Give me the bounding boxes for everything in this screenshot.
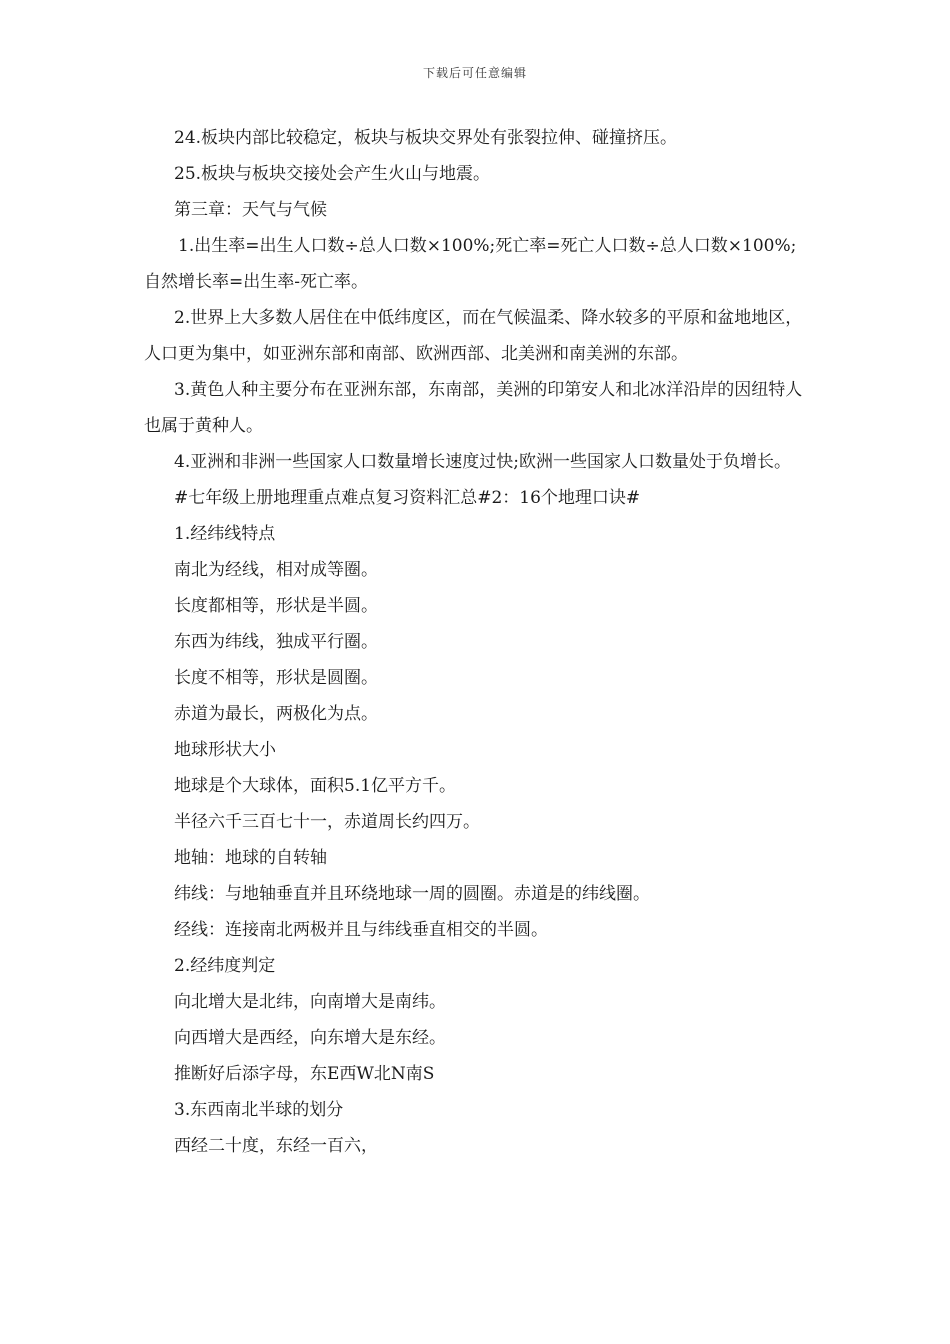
subsection-heading: 地球形状大小 xyxy=(174,740,276,760)
paragraph: 1.出生率=出生人口数÷总人口数×100%;死亡率=死亡人口数÷总人口数×100%;自然增长率=出生率-死亡率。 xyxy=(144,236,797,292)
section-heading: #七年级上册地理重点难点复习资料汇总#2：16个地理口诀# xyxy=(174,488,641,508)
mnemonic-line: 地球是个大球体，面积5.1亿平方千。 xyxy=(174,776,457,796)
definition-line: 经线：连接南北两极并且与纬线垂直相交的半圆。 xyxy=(174,920,548,940)
paragraph: 4.亚洲和非洲一些国家人口数量增长速度过快;欧洲一些国家人口数量处于负增长。 xyxy=(174,452,791,472)
mnemonic-line: 半径六千三百七十一，赤道周长约四万。 xyxy=(174,812,480,832)
mnemonic-line: 赤道为最长，两极化为点。 xyxy=(174,704,378,724)
paragraph: 25.板块与板块交接处会产生火山与地震。 xyxy=(174,164,491,184)
document-body xyxy=(144,120,812,1164)
mnemonic-line: 南北为经线，相对成等圈。 xyxy=(174,560,378,580)
definition-line: 地轴：地球的自转轴 xyxy=(174,848,327,868)
subsection-heading: 3.东西南北半球的划分 xyxy=(174,1100,344,1120)
subsection-heading: 2.经纬度判定 xyxy=(174,956,276,976)
mnemonic-line: 向北增大是北纬，向南增大是南纬。 xyxy=(174,992,446,1012)
mnemonic-line: 推断好后添字母，东E西W北N南S xyxy=(174,1064,435,1084)
chapter-heading: 第三章：天气与气候 xyxy=(174,200,327,220)
definition-line: 纬线：与地轴垂直并且环绕地球一周的圆圈。赤道是的纬线圈。 xyxy=(174,884,650,904)
mnemonic-line: 长度不相等，形状是圆圈。 xyxy=(174,668,378,688)
header-note: 下载后可任意编辑 xyxy=(422,66,527,80)
mnemonic-line: 西经二十度，东经一百六， xyxy=(174,1136,378,1156)
mnemonic-line: 长度都相等，形状是半圆。 xyxy=(174,596,378,616)
paragraph: 3.黄色人种主要分布在亚洲东部，东南部，美洲的印第安人和北冰洋沿岸的因纽特人也属于黄种人。 xyxy=(144,380,803,436)
mnemonic-line: 向西增大是西经，向东增大是东经。 xyxy=(174,1028,446,1048)
paragraph: 24.板块内部比较稳定，板块与板块交界处有张裂拉伸、碰撞挤压。 xyxy=(174,128,678,148)
mnemonic-line: 东西为纬线，独成平行圈。 xyxy=(174,632,378,652)
subsection-heading: 1.经纬线特点 xyxy=(174,524,276,544)
paragraph: 2.世界上大多数人居住在中低纬度区，而在气候温柔、降水较多的平原和盆地地区，人口更为集中，如亚洲东部和南部、欧洲西部、北美洲和南美洲的东部。 xyxy=(144,308,803,364)
